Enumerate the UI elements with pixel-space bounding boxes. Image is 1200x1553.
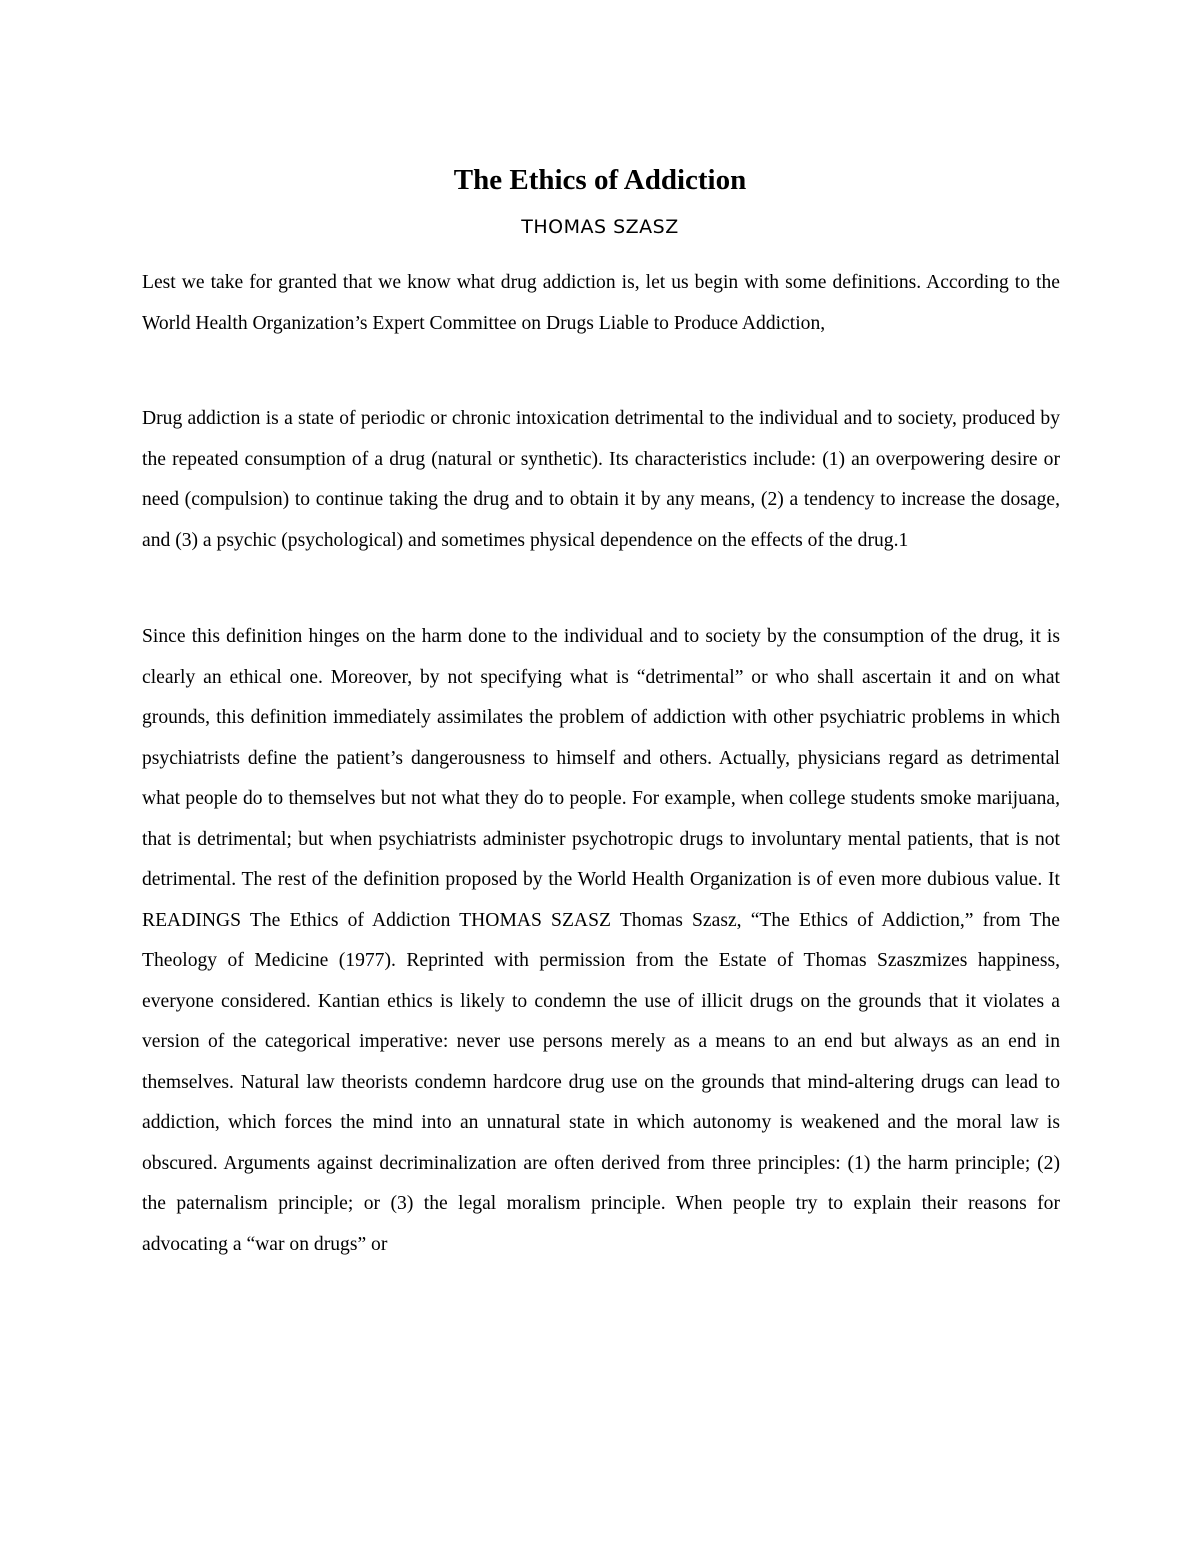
paragraph-intro: Lest we take for granted that we know what drug addiction is, let us begin with some definitions. According to the World Health Organization’s Expert Committee on Drugs Liable to Produce Addiction, bbox=[142, 272, 1060, 334]
paragraph-discussion: Since this definition hinges on the harm done to the individual and to society by the consumption of the drug, it is clearly an ethical one. Moreover, by not specifying what is “detrimental” or who shall ascertain it and on what grounds, this definition immediately assimilates the problem of addiction with other psychiatric problems in which psychiatrists define the patient’s dangerousness to himself and others. Actually, physicians regard as detrimental what people do to themselves but not what they do to people. For example, when college students smoke marijuana, that is detrimental; but when psychiatrists administer psychotropic drugs to involuntary mental patients, that is not detrimental. The rest of the definition proposed by the World Health Organization is of even more dubious value. It READINGS The Ethics of Addiction THOMAS SZASZ Thomas Szasz, “The Ethics of Addiction,” from The Theology of Medicine (1977). Reprinted with permission from the Estate of Thomas Szaszmizes happiness, everyone considered. Kantian ethics is likely to condemn the use of illicit drugs on the grounds that it violates a version of the categorical imperative: never use persons merely as a means to an end but always as an end in themselves. Natural law theorists condemn hardcore drug use on the grounds that mind-altering drugs can lead to addiction, which forces the mind into an unnatural state in which autonomy is weakened and the moral law is obscured. Arguments against decriminalization are often derived from three principles: (1) the harm principle; (2) the paternalism principle; or (3) the legal moralism principle. When people try to explain their reasons for advocating a “war on drugs” or bbox=[142, 626, 1060, 1255]
document-title: The Ethics of Addiction bbox=[453, 164, 747, 197]
document-author: THOMAS SZASZ bbox=[521, 216, 679, 238]
paragraph-definition-quote: Drug addiction is a state of periodic or chronic intoxication detrimental to the individual and to society, produced by the repeated consumption of a drug (natural or synthetic). Its characteristics include: (1) an overpowering desire or need (compulsion) to continue taking the drug and to obtain it by any means, (2) a tendency to increase the dosage, and (3) a psychic (psychological) and sometimes physical dependence on the effects of the drug.1 bbox=[142, 408, 1060, 551]
